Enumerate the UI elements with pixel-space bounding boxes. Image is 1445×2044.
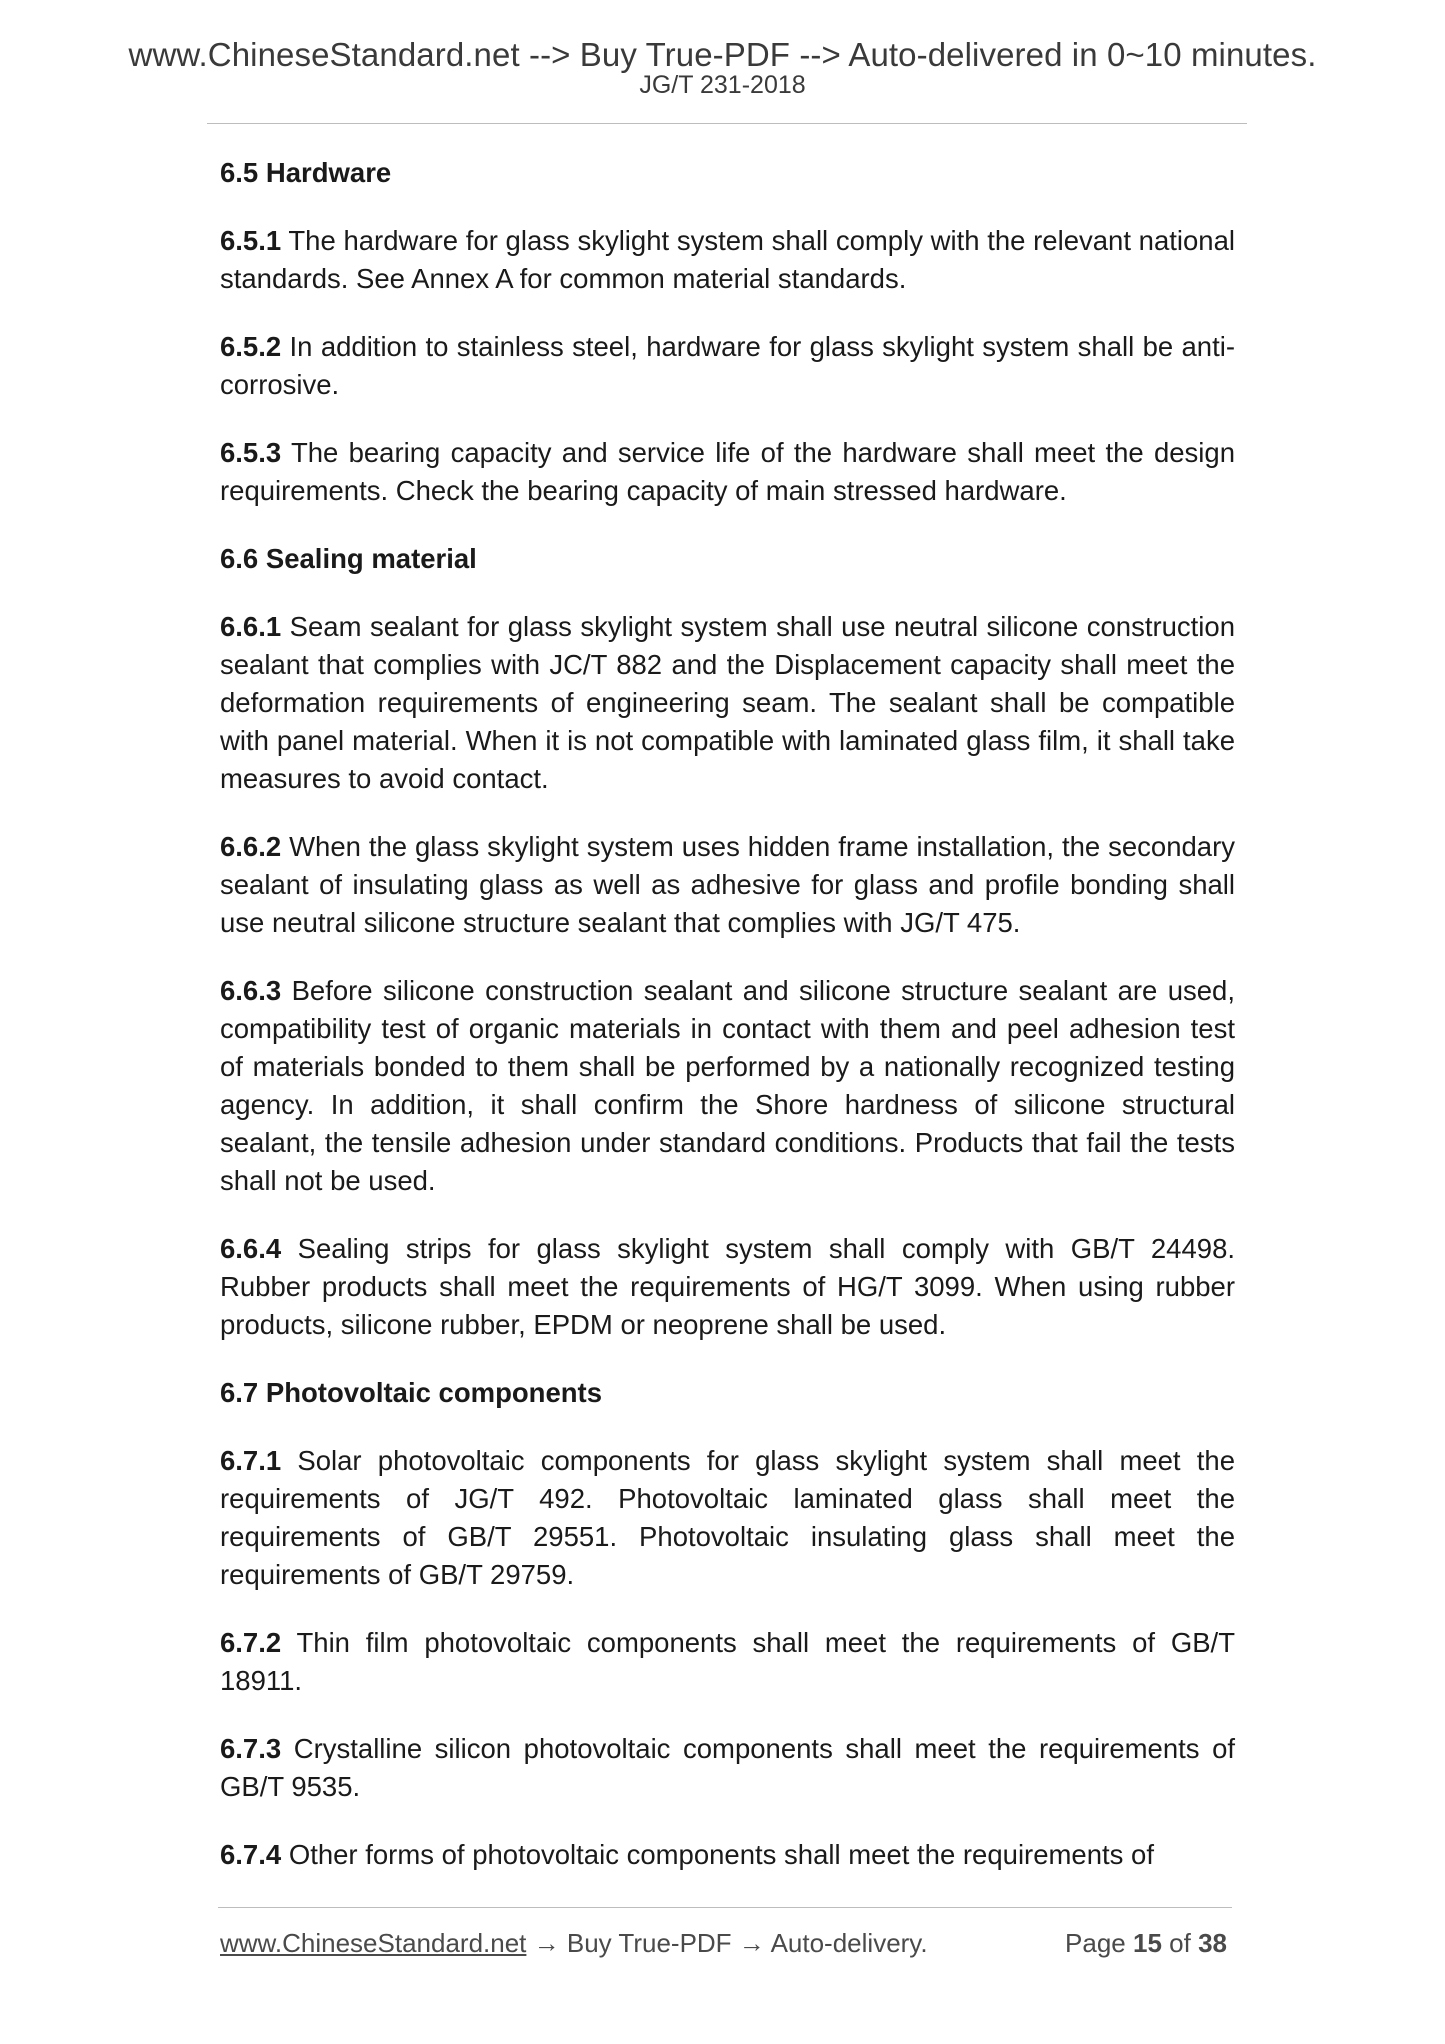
section-heading: 6.6 Sealing material xyxy=(220,543,477,574)
of-word: of xyxy=(1169,1928,1191,1958)
clause-text: Thin film photovoltaic components shall meet the requirements of GB/T 18911. xyxy=(220,1627,1235,1696)
page-header xyxy=(0,36,1445,99)
clause-paragraph xyxy=(220,608,1235,798)
page-number xyxy=(1065,1926,1227,1960)
clause-text: Sealing strips for glass skylight system shall comply with GB/T 24498. Rubber products shall meet the requirements of HG/T 3099. When using rubber products, silicone rubber, EPDM or neoprene shall be used. xyxy=(220,1233,1235,1340)
footer-divider xyxy=(218,1907,1232,1908)
clause-number: 6.6.2 xyxy=(220,831,282,862)
clause-text: Before silicone construction sealant and silicone structure sealant are used, compatibility test of organic materials in contact with them and peel adhesion test of materials bonded to them shall be performed by a nationally recognized testing agency. In addition, it shall confirm the Shore hardness of silicone structural sealant, the tensile adhesion under standard conditions. Products that fail the tests shall not be used. xyxy=(220,975,1235,1196)
clause-paragraph xyxy=(220,1836,1235,1874)
clause-text: The hardware for glass skylight system shall comply with the relevant national standards. See Annex A for common material standards. xyxy=(220,225,1235,294)
clause-paragraph xyxy=(220,1730,1235,1806)
clause-number: 6.6.4 xyxy=(220,1233,282,1264)
clause-text: In addition to stainless steel, hardware for glass skylight system shall be anti-corrosive. xyxy=(220,331,1236,400)
clause-number: 6.7.3 xyxy=(220,1733,282,1764)
clause-text: Crystalline silicon photovoltaic components shall meet the requirements of GB/T 9535. xyxy=(220,1733,1236,1802)
clause-paragraph xyxy=(220,328,1235,404)
section-heading: 6.7 Photovoltaic components xyxy=(220,1377,603,1408)
clause-paragraph xyxy=(220,222,1235,298)
clause-number: 6.6.3 xyxy=(220,975,282,1006)
clause-paragraph xyxy=(220,1442,1235,1594)
document-body xyxy=(220,154,1235,1904)
header-divider xyxy=(207,123,1247,124)
clause-number: 6.7.4 xyxy=(220,1839,282,1870)
clause-text: When the glass skylight system uses hidden frame installation, the secondary sealant of insulating glass as well as adhesive for glass and profile bonding shall use neutral silicone structure sealant that complies with JG/T 475. xyxy=(220,831,1235,938)
clause-number: 6.5.1 xyxy=(220,225,282,256)
clause-number: 6.6.1 xyxy=(220,611,282,642)
page-current: 15 xyxy=(1133,1928,1162,1958)
clause-text: Seam sealant for glass skylight system shall use neutral silicone construction sealant that complies with JC/T 882 and the Displacement capacity shall meet the deformation requirements of engineering seam. The sealant shall be compatible with panel material. When it is not compatible with laminated glass film, it shall take measures to avoid contact. xyxy=(220,611,1235,794)
header-banner: www.ChineseStandard.net --> Buy True-PDF --> Auto-delivered in 0~10 minutes. xyxy=(128,36,1317,73)
clause-text: The bearing capacity and service life of the hardware shall meet the design requirements. Check the bearing capacity of main stressed hardware. xyxy=(220,437,1235,506)
clause-paragraph xyxy=(220,1624,1235,1700)
clause-paragraph xyxy=(220,828,1235,942)
footer-promo-text: → Buy True-PDF → Auto-delivery. xyxy=(526,1928,928,1958)
standard-code: JG/T 231-2018 xyxy=(639,70,806,99)
clause-number: 6.5.2 xyxy=(220,331,282,362)
clause-paragraph xyxy=(220,1230,1235,1344)
clause-text: Other forms of photovoltaic components shall meet the requirements of xyxy=(288,1839,1154,1870)
footer-promo xyxy=(220,1926,928,1960)
clause-paragraph xyxy=(220,972,1235,1200)
clause-text: Solar photovoltaic components for glass skylight system shall meet the requirements of JG/T 492. Photovoltaic laminated glass shall meet the requirements of GB/T 29551. Photovoltaic insulating glass shall meet the requirements of GB/T 29759. xyxy=(220,1445,1236,1590)
clause-number: 6.5.3 xyxy=(220,437,282,468)
page-word: Page xyxy=(1065,1928,1126,1958)
clause-number: 6.7.2 xyxy=(220,1627,282,1658)
footer-site-link[interactable]: www.ChineseStandard.net xyxy=(220,1928,527,1958)
section-heading: 6.5 Hardware xyxy=(220,157,392,188)
clause-number: 6.7.1 xyxy=(220,1445,282,1476)
clause-paragraph xyxy=(220,434,1235,510)
page-total: 38 xyxy=(1198,1928,1227,1958)
